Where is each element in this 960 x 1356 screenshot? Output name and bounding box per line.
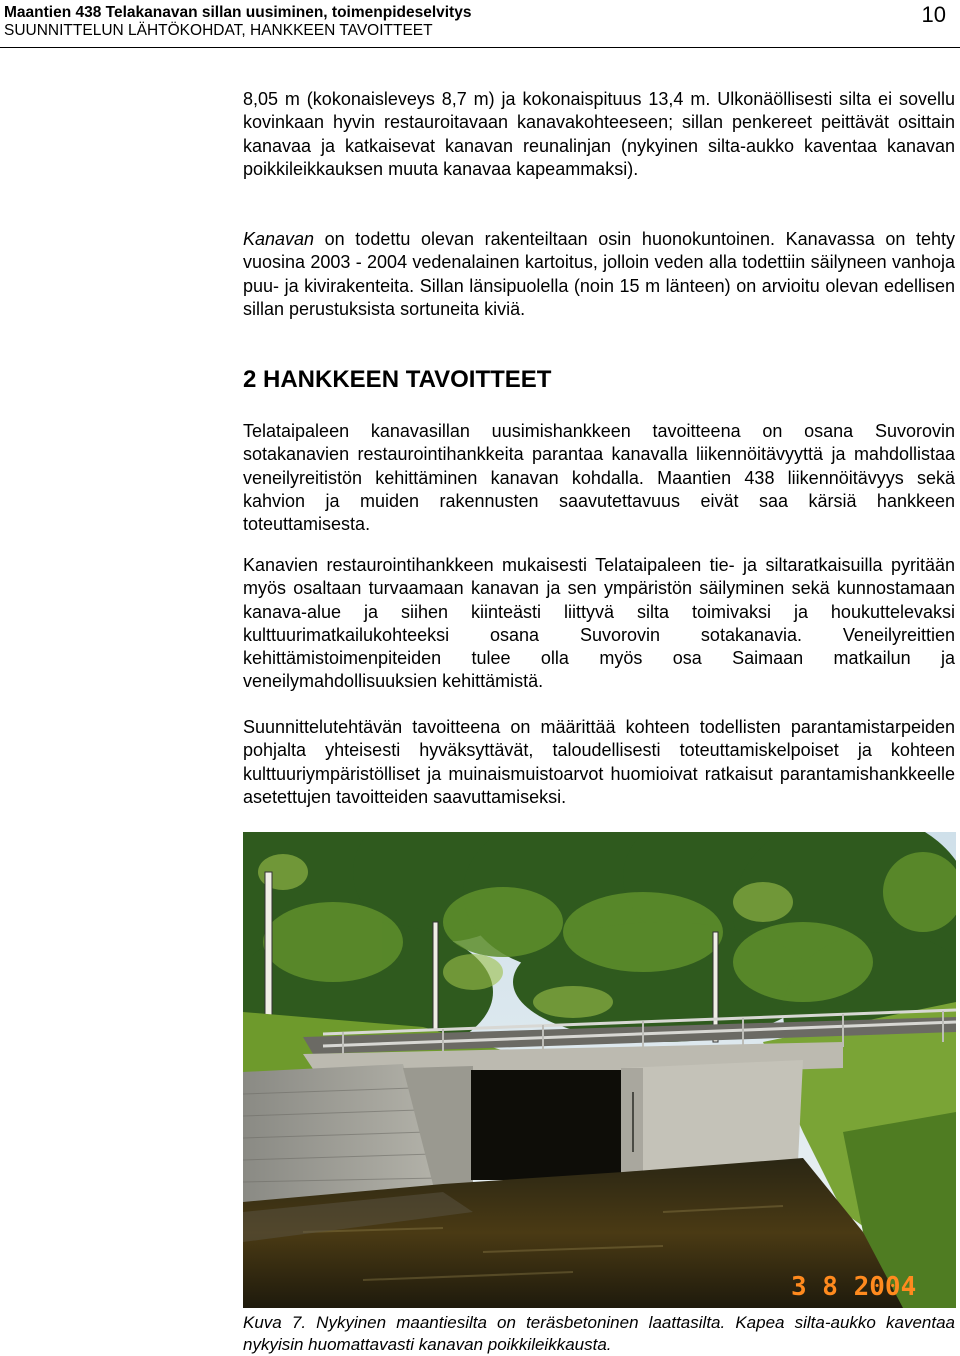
paragraph-text: 8,05 m (kokonaisleveys 8,7 m) ja kokonaispituus 13,4 m. Ulkonäöllisesti silta ei sovellu kovinkaan hyvin restauroitavaan kanavakohteeseen; sillan penkereet peittävät osittain kanavaa ja katkaisevat kanavan reunalinjan (nykyinen silta-aukko kaventaa kanavan poikkileikkauksen muuta kanavaa kapeammaksi). [243, 89, 955, 179]
paragraph-text: Telataipaleen kanavasillan uusimishankkeen tavoitteena on osana Suvorovin sotakanavien restaurointihankkeita parantaa kanavalla liikennöitävyyttä ja mahdollistaa veneilyreitistön kehittäminen kanavan kohdalla. Maantien 438 liikennöitävyys sekä kahvion ja muiden rakennusten saavutettavuus eivät saa kärsiä hankkeen toteuttamisesta. [243, 421, 955, 535]
body-paragraph-4 [243, 554, 955, 694]
document-subtitle: SUUNNITTELUN LÄHTÖKOHDAT, HANKKEEN TAVOITTEET [4, 22, 433, 39]
document-title: Maantien 438 Telakanavan sillan uusiminen, toimenpideselvitys [4, 4, 472, 21]
paragraph-text: on todettu olevan rakenteiltaan osin huonokuntoinen. Kanavassa on tehty vuosina 2003 - 2004 vedenalainen kartoitus, jolloin veden alla todettiin säilyneen vanhoja puu- ja kivirakenteita. Sillan länsipuolella (noin 15 m länteen) on arvioitu olevan edellisen sillan perustuksista sortuneita kiviä. [243, 229, 955, 319]
body-paragraph-3 [243, 420, 955, 536]
header-divider [0, 47, 960, 48]
bridge-photo [243, 832, 956, 1308]
page-number: 10 [921, 2, 946, 27]
paragraph-text: Kanavien restaurointihankkeen mukaisesti Telataipaleen tie- ja siltaratkaisuilla pyritään myös osaltaan turvaamaan kanavan ja sen ympäristön säilyminen sekä kunnostamaan kanava-alue ja siihen kiinteästi liittyvä silta toimivaksi ja houkuttelevaksi kulttuurimatkailukohteeksi osana Suvorovin sotakanavia. Veneilyreittien kehittämistoimenpiteiden tulee olla myös osa Saimaan matkailun ja veneilymahdollisuuksien kehittämistä. [243, 555, 955, 692]
body-paragraph-1 [243, 88, 955, 181]
body-paragraph-5 [243, 716, 955, 809]
photo-date-stamp: 3 8 2004 [791, 1272, 917, 1302]
italic-term: Kanavan [243, 229, 315, 249]
paragraph-text: Suunnittelutehtävän tavoitteena on määrittää kohteen todellisten parantamistarpeiden pohjalta yhteisesti hyväksyttävät, taloudellisesti toteuttamiskelpoiset ja kohteen kulttuuriympäristölliset ja muinaismuistoarvot huomioivat ratkaisut parantamishankkeelle asetettujen tavoitteiden saavuttamiseksi. [243, 717, 955, 807]
body-paragraph-2 [243, 228, 955, 321]
section-heading: 2 HANKKEEN TAVOITTEET [243, 366, 552, 393]
section-heading-block [243, 366, 955, 394]
figure-caption: Kuva 7. Nykyinen maantiesilta on teräsbetoninen laattasilta. Kapea silta-aukko kaventaa nykyisin huomattavasti kanavan poikkileikkausta. [243, 1313, 955, 1354]
